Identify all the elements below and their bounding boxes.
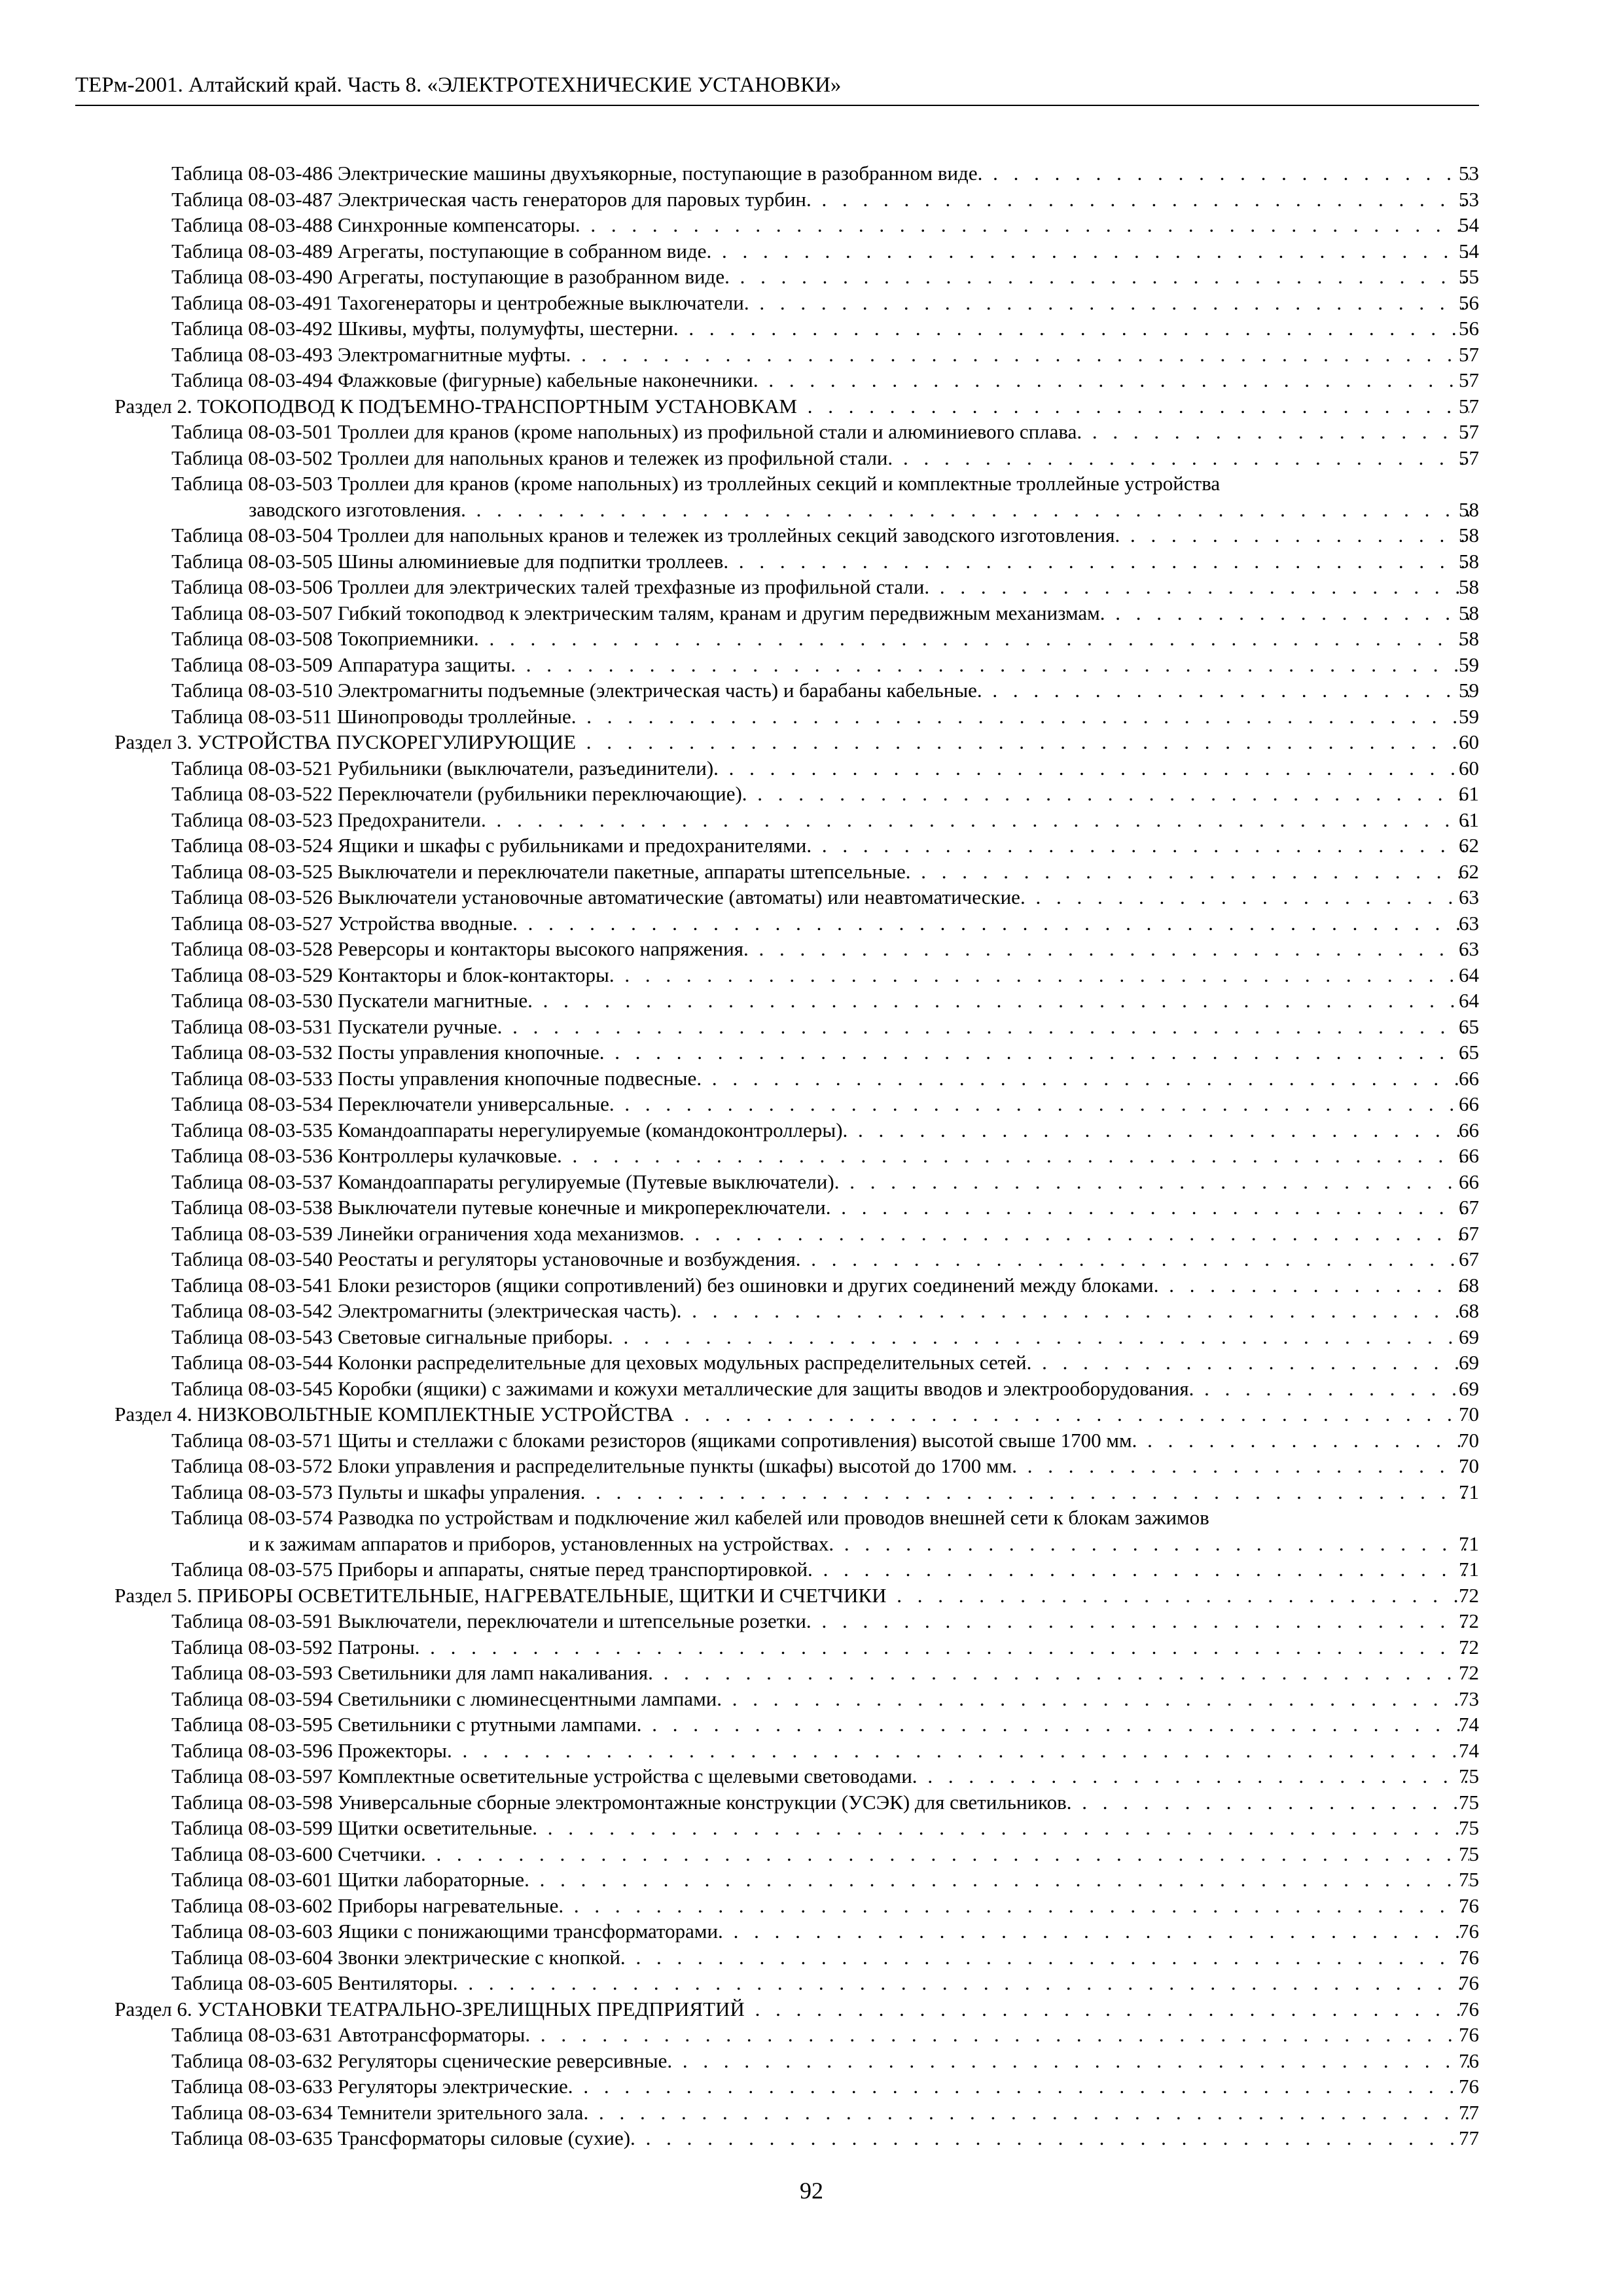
toc-entry-title: Таблица 08-03-632 Регуляторы сценические реверсивные. . . . bbox=[171, 2048, 1469, 2074]
toc-entry-title: Таблица 08-03-521 Рубильники (выключатели, разъединители). . . . bbox=[171, 755, 1469, 781]
toc-entry-table bbox=[0, 238, 1623, 264]
toc-entry-title: Таблица 08-03-635 Трансформаторы силовые (сухие). . . . bbox=[171, 2125, 1469, 2151]
toc-entry-table bbox=[0, 315, 1623, 342]
toc-entry-table bbox=[0, 677, 1623, 704]
toc-entry-page: 54 bbox=[1459, 213, 1479, 236]
toc-entry-table bbox=[0, 1505, 1623, 1556]
toc-entry-table bbox=[0, 187, 1623, 213]
toc-entry-title: Таблица 08-03-509 Аппаратура защиты. . . . bbox=[171, 652, 1469, 678]
toc-entry-table bbox=[0, 1634, 1623, 1660]
toc-entry-title: Таблица 08-03-490 Агрегаты, поступающие в разобранном виде. . . . bbox=[171, 264, 1469, 290]
toc-entry-page: 60 bbox=[1459, 756, 1479, 780]
toc-entry-title: Таблица 08-03-487 Электрическая часть генераторов для паровых турбин. . . . bbox=[171, 187, 1469, 213]
toc-entry-page: 76 bbox=[1459, 2023, 1479, 2046]
toc-entry-page: 76 bbox=[1459, 1997, 1479, 2020]
toc-entry-page: 77 bbox=[1459, 2100, 1479, 2124]
toc-entry-title: Таблица 08-03-545 Коробки (ящики) с зажимами и кожухи металлические для защиты вводов и электрооборудования. . . . bbox=[171, 1376, 1469, 1402]
toc-entry-page: 63 bbox=[1459, 937, 1479, 960]
running-header: ТЕРм-2001. Алтайский край. Часть 8. «ЭЛЕКТРОТЕХНИЧЕСКИЕ УСТАНОВКИ» bbox=[75, 73, 842, 97]
toc-entry-title: Таблица 08-03-536 Контроллеры кулачковые. . . . bbox=[171, 1143, 1469, 1169]
toc-entry-page: 75 bbox=[1459, 1868, 1479, 1891]
toc-entry-title: Таблица 08-03-599 Щитки осветительные. . . . bbox=[171, 1815, 1469, 1841]
toc-entry-title: Таблица 08-03-525 Выключатели и переключатели пакетные, аппараты штепсельные. . . . bbox=[171, 859, 1469, 885]
toc-entry-page: 72 bbox=[1459, 1661, 1479, 1684]
toc-entry-table bbox=[0, 1169, 1623, 1195]
toc-entry-table bbox=[0, 264, 1623, 290]
toc-entry-title: Таблица 08-03-534 Переключатели универсальные. . . . bbox=[171, 1091, 1469, 1117]
toc-entry-page: 70 bbox=[1459, 1403, 1479, 1426]
toc-entry-title: Таблица 08-03-504 Троллеи для напольных кранов и тележек из троллейных секций заводского изготовления. . . . bbox=[171, 522, 1469, 548]
toc-entry-title: Таблица 08-03-604 Звонки электрические с кнопкой. . . . bbox=[171, 1945, 1469, 1971]
toc-entry-table bbox=[0, 290, 1623, 316]
toc-entry-table bbox=[0, 445, 1623, 471]
toc-entry-page: 53 bbox=[1459, 187, 1479, 211]
toc-entry-table bbox=[0, 2125, 1623, 2151]
toc-entry-table bbox=[0, 1660, 1623, 1686]
toc-entry-title: Таблица 08-03-594 Светильники с люминесцентными лампами. . . . bbox=[171, 1686, 1469, 1712]
toc-entry-table bbox=[0, 1815, 1623, 1841]
toc-entry-page: 71 bbox=[1459, 1532, 1479, 1555]
toc-entry-page: 60 bbox=[1459, 730, 1479, 753]
toc-entry-title: Таблица 08-03-574 Разводка по устройствам и подключение жил кабелей или проводов внешней сети к блокам зажимов bbox=[171, 1506, 1209, 1529]
toc-entry-page: 57 bbox=[1459, 368, 1479, 391]
toc-entry-page: 74 bbox=[1459, 1738, 1479, 1762]
toc-entry-title: Таблица 08-03-592 Патроны. . . . bbox=[171, 1634, 1469, 1660]
toc-entry-section bbox=[0, 1583, 1623, 1609]
toc-entry-section bbox=[0, 1401, 1623, 1427]
toc-entry-page: 59 bbox=[1459, 704, 1479, 728]
toc-entry-page: 63 bbox=[1459, 911, 1479, 935]
toc-entry-title: Таблица 08-03-605 Вентиляторы. . . . bbox=[171, 1970, 1469, 1996]
toc-entry-page: 69 bbox=[1459, 1351, 1479, 1374]
toc-entry-title: Таблица 08-03-541 Блоки резисторов (ящики сопротивлений) без ошиновки и других соединений между блоками. . . . bbox=[171, 1272, 1469, 1299]
toc-entry-page: 72 bbox=[1459, 1609, 1479, 1632]
toc-entry-title: Таблица 08-03-488 Синхронные компенсаторы. . . . bbox=[171, 212, 1469, 238]
toc-entry-title: Таблица 08-03-539 Линейки ограничения хода механизмов. . . . bbox=[171, 1221, 1469, 1247]
toc-entry-page: 76 bbox=[1459, 1945, 1479, 1969]
toc-entry-table bbox=[0, 962, 1623, 988]
toc-entry-table bbox=[0, 1738, 1623, 1764]
toc-entry-table bbox=[0, 1298, 1623, 1324]
toc-entry-title: Раздел 6. УСТАНОВКИ ТЕАТРАЛЬНО-ЗРЕЛИЩНЫХ ПРЕДПРИЯТИЙ . . . bbox=[115, 1996, 1469, 2022]
toc-entry-page: 57 bbox=[1459, 342, 1479, 366]
toc-entry-page: 69 bbox=[1459, 1325, 1479, 1348]
page-number: 92 bbox=[800, 2178, 823, 2204]
toc-entry-title: Таблица 08-03-532 Посты управления кнопочные. . . . bbox=[171, 1039, 1469, 1066]
toc-entry-table bbox=[0, 2022, 1623, 2048]
toc-entry-page: 59 bbox=[1459, 679, 1479, 702]
toc-entry-title: Таблица 08-03-543 Световые сигнальные приборы. . . . bbox=[171, 1324, 1469, 1350]
toc-entry-table bbox=[0, 367, 1623, 393]
toc-entry-table bbox=[0, 1117, 1623, 1143]
toc-entry-page: 67 bbox=[1459, 1247, 1479, 1270]
toc-entry-title: Таблица 08-03-505 Шины алюминиевые для подпитки троллеев. . . . bbox=[171, 548, 1469, 575]
toc-entry-page: 69 bbox=[1459, 1376, 1479, 1400]
toc-entry-page: 64 bbox=[1459, 963, 1479, 986]
toc-entry-table bbox=[0, 1918, 1623, 1945]
toc-entry-page: 66 bbox=[1459, 1066, 1479, 1090]
toc-entry-title: Таблица 08-03-542 Электромагниты (электрическая часть). . . . bbox=[171, 1298, 1469, 1324]
toc-entry-title: Таблица 08-03-502 Троллеи для напольных кранов и тележек из профильной стали. . . . bbox=[171, 445, 1469, 471]
toc-entry-title: Таблица 08-03-601 Щитки лабораторные. . . . bbox=[171, 1867, 1469, 1893]
toc-entry-title: Таблица 08-03-531 Пускатели ручные. . . . bbox=[171, 1014, 1469, 1040]
toc-entry-title: Таблица 08-03-573 Пульты и шкафы упраления. . . . bbox=[171, 1479, 1469, 1505]
toc-entry-title: Таблица 08-03-571 Щиты и стеллажи с блоками резисторов (ящиками сопротивления) высотой свыше 1700 мм. . . . bbox=[171, 1427, 1469, 1454]
toc-entry-table bbox=[0, 1763, 1623, 1789]
toc-entry-title: Таблица 08-03-508 Токоприемники. . . . bbox=[171, 626, 1469, 652]
toc-entry-page: 71 bbox=[1459, 1480, 1479, 1503]
toc-entry-table bbox=[0, 471, 1623, 522]
toc-entry-line bbox=[0, 471, 1623, 497]
toc-entry-table bbox=[0, 1091, 1623, 1117]
toc-entry-page: 58 bbox=[1459, 497, 1479, 521]
toc-entry-title: Таблица 08-03-526 Выключатели установочные автоматические (автоматы) или неавтоматические. . . . bbox=[171, 884, 1469, 910]
toc-entry-title: Таблица 08-03-595 Светильники с ртутными лампами. . . . bbox=[171, 1712, 1469, 1738]
toc-entry-page: 56 bbox=[1459, 317, 1479, 340]
toc-entry-table bbox=[0, 212, 1623, 238]
toc-entry-table bbox=[0, 626, 1623, 652]
toc-entry-table bbox=[0, 859, 1623, 885]
toc-entry-title: Таблица 08-03-600 Счетчики. . . . bbox=[171, 1841, 1469, 1867]
toc-entry-title: Таблица 08-03-596 Прожекторы. . . . bbox=[171, 1738, 1469, 1764]
toc-entry-table bbox=[0, 1712, 1623, 1738]
toc-entry-page: 76 bbox=[1459, 1893, 1479, 1917]
toc-entry-page: 72 bbox=[1459, 1583, 1479, 1607]
toc-entry-table bbox=[0, 522, 1623, 548]
toc-entry-title-continued: и к зажимам аппаратов и приборов, установленных на устройствах. . . . bbox=[249, 1531, 1469, 1557]
toc-entry-table bbox=[0, 1686, 1623, 1712]
toc-entry-table bbox=[0, 1970, 1623, 1996]
toc-entry-title: Таблица 08-03-572 Блоки управления и распределительные пункты (шкафы) высотой до 1700 мм. . . . bbox=[171, 1453, 1469, 1479]
toc-entry-section bbox=[0, 1996, 1623, 2022]
toc-entry-page: 70 bbox=[1459, 1428, 1479, 1452]
toc-entry-table bbox=[0, 1453, 1623, 1479]
toc-entry-title: Таблица 08-03-529 Контакторы и блок-контакторы. . . . bbox=[171, 962, 1469, 988]
toc-entry-table bbox=[0, 910, 1623, 937]
toc-entry-table bbox=[0, 1789, 1623, 1816]
toc-entry-page: 73 bbox=[1459, 1687, 1479, 1710]
toc-entry-title: Таблица 08-03-528 Реверсоры и контакторы высокого напряжения. . . . bbox=[171, 936, 1469, 962]
toc-entry-title: Таблица 08-03-523 Предохранители. . . . bbox=[171, 807, 1469, 833]
toc-entry-table bbox=[0, 1221, 1623, 1247]
toc-entry-title: Таблица 08-03-544 Колонки распределительные для цеховых модульных распределительных сетей. . . . bbox=[171, 1350, 1469, 1376]
toc-entry-title: Таблица 08-03-493 Электромагнитные муфты. . . . bbox=[171, 342, 1469, 368]
toc-entry-table bbox=[0, 988, 1623, 1014]
toc-entry-title: Таблица 08-03-591 Выключатели, переключатели и штепсельные розетки. . . . bbox=[171, 1608, 1469, 1634]
toc-entry-page: 75 bbox=[1459, 1765, 1479, 1787]
toc-entry-table bbox=[0, 884, 1623, 910]
toc-entry-table bbox=[0, 1893, 1623, 1919]
toc-entry-line bbox=[0, 497, 1623, 523]
table-of-contents bbox=[0, 160, 1623, 2151]
toc-entry-title: Раздел 4. НИЗКОВОЛЬТНЫЕ КОМПЛЕКТНЫЕ УСТРОЙСТВА . . . bbox=[115, 1401, 1469, 1427]
toc-entry-page: 62 bbox=[1459, 834, 1479, 857]
toc-entry-page: 72 bbox=[1459, 1635, 1479, 1659]
toc-entry-title: Таблица 08-03-631 Автотрансформаторы. . . . bbox=[171, 2022, 1469, 2048]
toc-entry-title: Таблица 08-03-527 Устройства вводные. . . . bbox=[171, 910, 1469, 937]
toc-entry-page: 58 bbox=[1459, 549, 1479, 573]
toc-entry-table bbox=[0, 1479, 1623, 1505]
toc-entry-table bbox=[0, 704, 1623, 730]
toc-entry-title: Таблица 08-03-575 Приборы и аппараты, снятые перед транспортировкой. . . . bbox=[171, 1556, 1469, 1583]
toc-entry-title: Таблица 08-03-597 Комплектные осветительные устройства с щелевыми световодами. . . . bbox=[171, 1763, 1469, 1789]
toc-entry-title: Таблица 08-03-540 Реостаты и регуляторы установочные и возбуждения. . . . bbox=[171, 1246, 1469, 1272]
toc-entry-table bbox=[0, 1556, 1623, 1583]
toc-entry-page: 76 bbox=[1459, 2049, 1479, 2072]
toc-entry-section bbox=[0, 729, 1623, 755]
toc-entry-title: Таблица 08-03-634 Темнители зрительного зала. . . . bbox=[171, 2100, 1469, 2126]
header-rule bbox=[75, 105, 1479, 106]
toc-entry-table bbox=[0, 1945, 1623, 1971]
toc-entry-page: 61 bbox=[1459, 808, 1479, 831]
toc-entry-title: Таблица 08-03-535 Командоаппараты нерегулируемые (командоконтроллеры). . . . bbox=[171, 1117, 1469, 1143]
toc-entry-title: Раздел 2. ТОКОПОДВОД К ПОДЪЕМНО-ТРАНСПОРТНЫМ УСТАНОВКАМ . . . bbox=[115, 393, 1469, 420]
toc-entry-title: Таблица 08-03-598 Универсальные сборные электромонтажные конструкции (УСЭК) для светильников. . . . bbox=[171, 1789, 1469, 1816]
toc-entry-table bbox=[0, 1350, 1623, 1376]
toc-entry-title: Таблица 08-03-501 Троллеи для кранов (кроме напольных) из профильной стали и алюминиевого сплава. . . . bbox=[171, 419, 1469, 445]
toc-entry-table bbox=[0, 1014, 1623, 1040]
toc-entry-page: 77 bbox=[1459, 2126, 1479, 2149]
toc-entry-table bbox=[0, 2048, 1623, 2074]
toc-entry-table bbox=[0, 1427, 1623, 1454]
toc-entry-table bbox=[0, 781, 1623, 807]
toc-entry-title: Таблица 08-03-491 Тахогенераторы и центробежные выключатели. . . . bbox=[171, 290, 1469, 316]
toc-entry-title: Таблица 08-03-503 Троллеи для кранов (кроме напольных) из троллейных секций и комплектные троллейные устройства bbox=[171, 472, 1221, 495]
toc-entry-page: 56 bbox=[1459, 291, 1479, 314]
toc-entry-page: 66 bbox=[1459, 1092, 1479, 1115]
toc-entry-page: 57 bbox=[1459, 394, 1479, 418]
toc-entry-page: 59 bbox=[1459, 653, 1479, 676]
toc-entry-title: Раздел 5. ПРИБОРЫ ОСВЕТИТЕЛЬНЫЕ, НАГРЕВАТЕЛЬНЫЕ, ЩИТКИ И СЧЕТЧИКИ . . . bbox=[115, 1583, 1469, 1609]
toc-entry-page: 76 bbox=[1459, 1920, 1479, 1943]
toc-entry-title: Таблица 08-03-506 Троллеи для электрических талей трехфазные из профильной стали. . . . bbox=[171, 574, 1469, 600]
toc-entry-table bbox=[0, 574, 1623, 600]
toc-entry-page: 68 bbox=[1459, 1273, 1479, 1297]
toc-entry-title: Таблица 08-03-511 Шинопроводы троллейные. . . . bbox=[171, 704, 1469, 730]
toc-entry-page: 75 bbox=[1459, 1790, 1479, 1814]
toc-entry-line bbox=[0, 1505, 1623, 1531]
toc-entry-table bbox=[0, 1272, 1623, 1299]
toc-entry-title: Таблица 08-03-593 Светильники для ламп накаливания. . . . bbox=[171, 1660, 1469, 1686]
toc-entry-table bbox=[0, 2073, 1623, 2100]
toc-entry-title: Таблица 08-03-489 Агрегаты, поступающие в собранном виде. . . . bbox=[171, 238, 1469, 264]
toc-entry-page: 58 bbox=[1459, 575, 1479, 598]
toc-entry-table bbox=[0, 342, 1623, 368]
toc-entry-title: Таблица 08-03-538 Выключатели путевые конечные и микропереключатели. . . . bbox=[171, 1194, 1469, 1221]
toc-entry-table bbox=[0, 1194, 1623, 1221]
toc-entry-table bbox=[0, 1324, 1623, 1350]
toc-entry-page: 63 bbox=[1459, 886, 1479, 908]
toc-entry-table bbox=[0, 807, 1623, 833]
toc-entry-title: Таблица 08-03-537 Командоаппараты регулируемые (Путевые выключатели). . . . bbox=[171, 1169, 1469, 1195]
toc-entry-page: 64 bbox=[1459, 989, 1479, 1012]
toc-entry-page: 71 bbox=[1459, 1558, 1479, 1581]
toc-entry-page: 74 bbox=[1459, 1713, 1479, 1736]
toc-entry-page: 66 bbox=[1459, 1144, 1479, 1167]
toc-entry-table bbox=[0, 833, 1623, 859]
toc-entry-title: Таблица 08-03-494 Флажковые (фигурные) кабельные наконечники. . . . bbox=[171, 367, 1469, 393]
toc-entry-table bbox=[0, 1246, 1623, 1272]
toc-entry-page: 58 bbox=[1459, 601, 1479, 624]
toc-entry-table bbox=[0, 160, 1623, 187]
toc-entry-table bbox=[0, 1039, 1623, 1066]
toc-entry-title: Таблица 08-03-492 Шкивы, муфты, полумуфты, шестерни. . . . bbox=[171, 315, 1469, 342]
toc-entry-page: 76 bbox=[1459, 1971, 1479, 1994]
toc-entry-table bbox=[0, 419, 1623, 445]
toc-entry-page: 76 bbox=[1459, 2075, 1479, 2098]
toc-entry-table bbox=[0, 652, 1623, 678]
toc-entry-line bbox=[0, 1531, 1623, 1557]
toc-entry-page: 57 bbox=[1459, 446, 1479, 469]
toc-entry-title: Таблица 08-03-522 Переключатели (рубильники переключающие). . . . bbox=[171, 781, 1469, 807]
toc-entry-title-continued: заводского изготовления. . . . bbox=[249, 497, 1469, 523]
toc-entry-title: Таблица 08-03-533 Посты управления кнопочные подвесные. . . . bbox=[171, 1066, 1469, 1092]
toc-entry-page: 68 bbox=[1459, 1299, 1479, 1322]
toc-entry-page: 54 bbox=[1459, 239, 1479, 262]
toc-entry-title: Раздел 3. УСТРОЙСТВА ПУСКОРЕГУЛИРУЮЩИЕ . . . bbox=[115, 729, 1469, 755]
toc-entry-page: 66 bbox=[1459, 1170, 1479, 1193]
toc-entry-table bbox=[0, 1841, 1623, 1867]
toc-entry-title: Таблица 08-03-486 Электрические машины двухъякорные, поступающие в разобранном виде. . . . bbox=[171, 160, 1469, 187]
toc-entry-page: 67 bbox=[1459, 1221, 1479, 1245]
toc-entry-table bbox=[0, 1376, 1623, 1402]
toc-entry-title: Таблица 08-03-510 Электромагниты подъемные (электрическая часть) и барабаны кабельные. . . . bbox=[171, 677, 1469, 704]
toc-entry-table bbox=[0, 548, 1623, 575]
toc-entry-table bbox=[0, 2100, 1623, 2126]
toc-entry-page: 57 bbox=[1459, 420, 1479, 443]
toc-entry-title: Таблица 08-03-524 Ящики и шкафы с рубильниками и предохранителями. . . . bbox=[171, 833, 1469, 859]
toc-entry-table bbox=[0, 1143, 1623, 1169]
toc-entry-title: Таблица 08-03-602 Приборы нагревательные. . . . bbox=[171, 1893, 1469, 1919]
toc-entry-title: Таблица 08-03-507 Гибкий токоподвод к электрическим талям, кранам и другим передвижным механизмам. . . . bbox=[171, 600, 1469, 626]
toc-entry-page: 58 bbox=[1459, 524, 1479, 547]
toc-entry-page: 62 bbox=[1459, 859, 1479, 883]
toc-entry-page: 75 bbox=[1459, 1842, 1479, 1865]
toc-entry-page: 65 bbox=[1459, 1014, 1479, 1038]
toc-entry-page: 66 bbox=[1459, 1118, 1479, 1141]
toc-entry-page: 65 bbox=[1459, 1041, 1479, 1064]
toc-entry-title: Таблица 08-03-530 Пускатели магнитные. . . . bbox=[171, 988, 1469, 1014]
toc-entry-table bbox=[0, 755, 1623, 781]
toc-entry-page: 58 bbox=[1459, 627, 1479, 650]
toc-entry-page: 53 bbox=[1459, 162, 1479, 185]
toc-entry-page: 75 bbox=[1459, 1816, 1479, 1839]
toc-entry-section bbox=[0, 393, 1623, 420]
toc-entry-page: 70 bbox=[1459, 1454, 1479, 1477]
toc-entry-table bbox=[0, 1608, 1623, 1634]
toc-entry-page: 67 bbox=[1459, 1196, 1479, 1219]
toc-entry-table bbox=[0, 1066, 1623, 1092]
toc-entry-table bbox=[0, 600, 1623, 626]
toc-entry-page: 61 bbox=[1459, 782, 1479, 805]
toc-entry-page: 55 bbox=[1459, 265, 1479, 288]
toc-entry-table bbox=[0, 1867, 1623, 1893]
toc-entry-title: Таблица 08-03-603 Ящики с понижающими трансформаторами. . . . bbox=[171, 1918, 1469, 1945]
toc-entry-title: Таблица 08-03-633 Регуляторы электрические. . . . bbox=[171, 2073, 1469, 2100]
toc-entry-table bbox=[0, 936, 1623, 962]
